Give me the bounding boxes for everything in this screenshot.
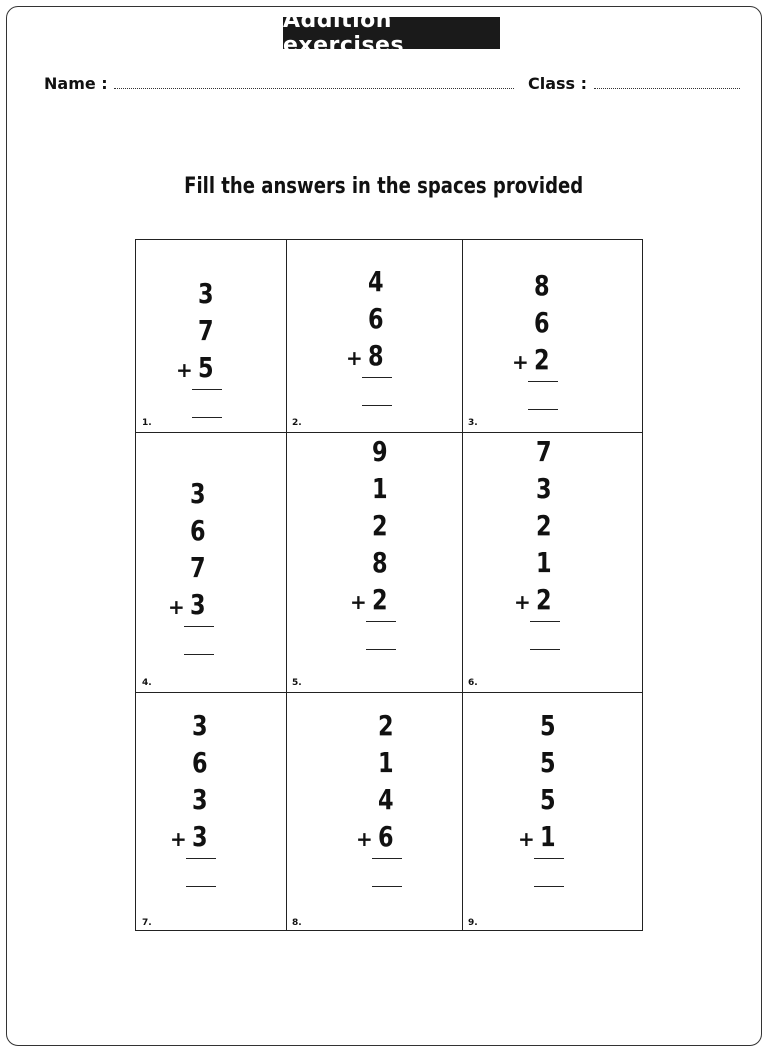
problem-number: 7 <box>197 314 214 347</box>
problem-number: 8 <box>371 546 388 579</box>
problem-number: 2 <box>371 509 388 542</box>
name-label: Name : <box>44 74 108 93</box>
problem-number: 2 <box>377 709 394 742</box>
problem-number: 8 <box>367 339 384 372</box>
problem-number: 9 <box>371 435 388 468</box>
problem-index: 6. <box>468 678 478 688</box>
class-label: Class : <box>528 74 588 93</box>
problem-number: 1 <box>535 546 552 579</box>
problem-number: 3 <box>189 588 206 621</box>
problem-number: 5 <box>539 746 556 779</box>
problems-grid <box>135 239 643 931</box>
problem-number: 5 <box>197 351 214 384</box>
plus-sign: + <box>512 350 529 374</box>
answer-blank[interactable] <box>372 886 402 887</box>
problem-number: 3 <box>197 277 214 310</box>
problem-number: 3 <box>191 820 208 853</box>
problem-cell <box>462 240 644 432</box>
problem-number: 6 <box>191 746 208 779</box>
answer-blank[interactable] <box>528 409 558 410</box>
problem-number: 5 <box>539 709 556 742</box>
problem-index: 7. <box>142 918 152 928</box>
problem-number: 6 <box>367 302 384 335</box>
problem-index: 5. <box>292 678 302 688</box>
problem-cell <box>136 692 286 932</box>
problem-number: 5 <box>539 783 556 816</box>
problem-number: 2 <box>535 583 552 616</box>
sum-line <box>528 381 558 382</box>
problem-cell <box>286 240 462 432</box>
plus-sign: + <box>176 358 193 382</box>
problem-index: 4. <box>142 678 152 688</box>
sum-line <box>534 858 564 859</box>
problem-number: 6 <box>377 820 394 853</box>
problem-index: 2. <box>292 418 302 428</box>
problem-number: 2 <box>371 583 388 616</box>
sum-line <box>192 389 222 390</box>
problem-number: 1 <box>377 746 394 779</box>
problem-number: 4 <box>377 783 394 816</box>
problem-index: 1. <box>142 418 152 428</box>
plus-sign: + <box>350 590 367 614</box>
problem-cell <box>462 692 644 932</box>
problem-number: 1 <box>371 472 388 505</box>
answer-blank[interactable] <box>186 886 216 887</box>
problem-number: 7 <box>189 551 206 584</box>
sum-line <box>362 377 392 378</box>
class-field[interactable] <box>594 88 740 89</box>
plus-sign: + <box>168 595 185 619</box>
problem-number: 2 <box>533 343 550 376</box>
sum-line <box>184 626 214 627</box>
problem-cell <box>286 692 462 932</box>
sum-line <box>372 858 402 859</box>
problem-number: 3 <box>535 472 552 505</box>
name-class-row <box>44 74 744 96</box>
answer-blank[interactable] <box>362 405 392 406</box>
problem-index: 8. <box>292 918 302 928</box>
problem-number: 4 <box>367 265 384 298</box>
problem-number: 8 <box>533 269 550 302</box>
sum-line <box>530 621 560 622</box>
problem-number: 3 <box>191 783 208 816</box>
problem-cell <box>462 432 644 692</box>
problem-number: 1 <box>539 820 556 853</box>
plus-sign: + <box>346 346 363 370</box>
problem-number: 2 <box>535 509 552 542</box>
plus-sign: + <box>356 827 373 851</box>
sum-line <box>186 858 216 859</box>
sum-line <box>366 621 396 622</box>
answer-blank[interactable] <box>192 417 222 418</box>
problem-number: 3 <box>189 477 206 510</box>
answer-blank[interactable] <box>534 886 564 887</box>
instruction-text: Fill the answers in the spaces provided <box>184 174 584 199</box>
problem-number: 7 <box>535 435 552 468</box>
name-field[interactable] <box>114 88 514 89</box>
answer-blank[interactable] <box>184 654 214 655</box>
plus-sign: + <box>170 827 187 851</box>
answer-blank[interactable] <box>366 649 396 650</box>
answer-blank[interactable] <box>530 649 560 650</box>
problem-index: 3. <box>468 418 478 428</box>
plus-sign: + <box>518 827 535 851</box>
problem-index: 9. <box>468 918 478 928</box>
problem-cell <box>136 432 286 692</box>
problem-number: 6 <box>533 306 550 339</box>
problem-cell <box>286 432 462 692</box>
problem-cell <box>136 240 286 432</box>
worksheet-title: Addition exercises <box>283 17 500 49</box>
problem-number: 6 <box>189 514 206 547</box>
problem-number: 3 <box>191 709 208 742</box>
plus-sign: + <box>514 590 531 614</box>
